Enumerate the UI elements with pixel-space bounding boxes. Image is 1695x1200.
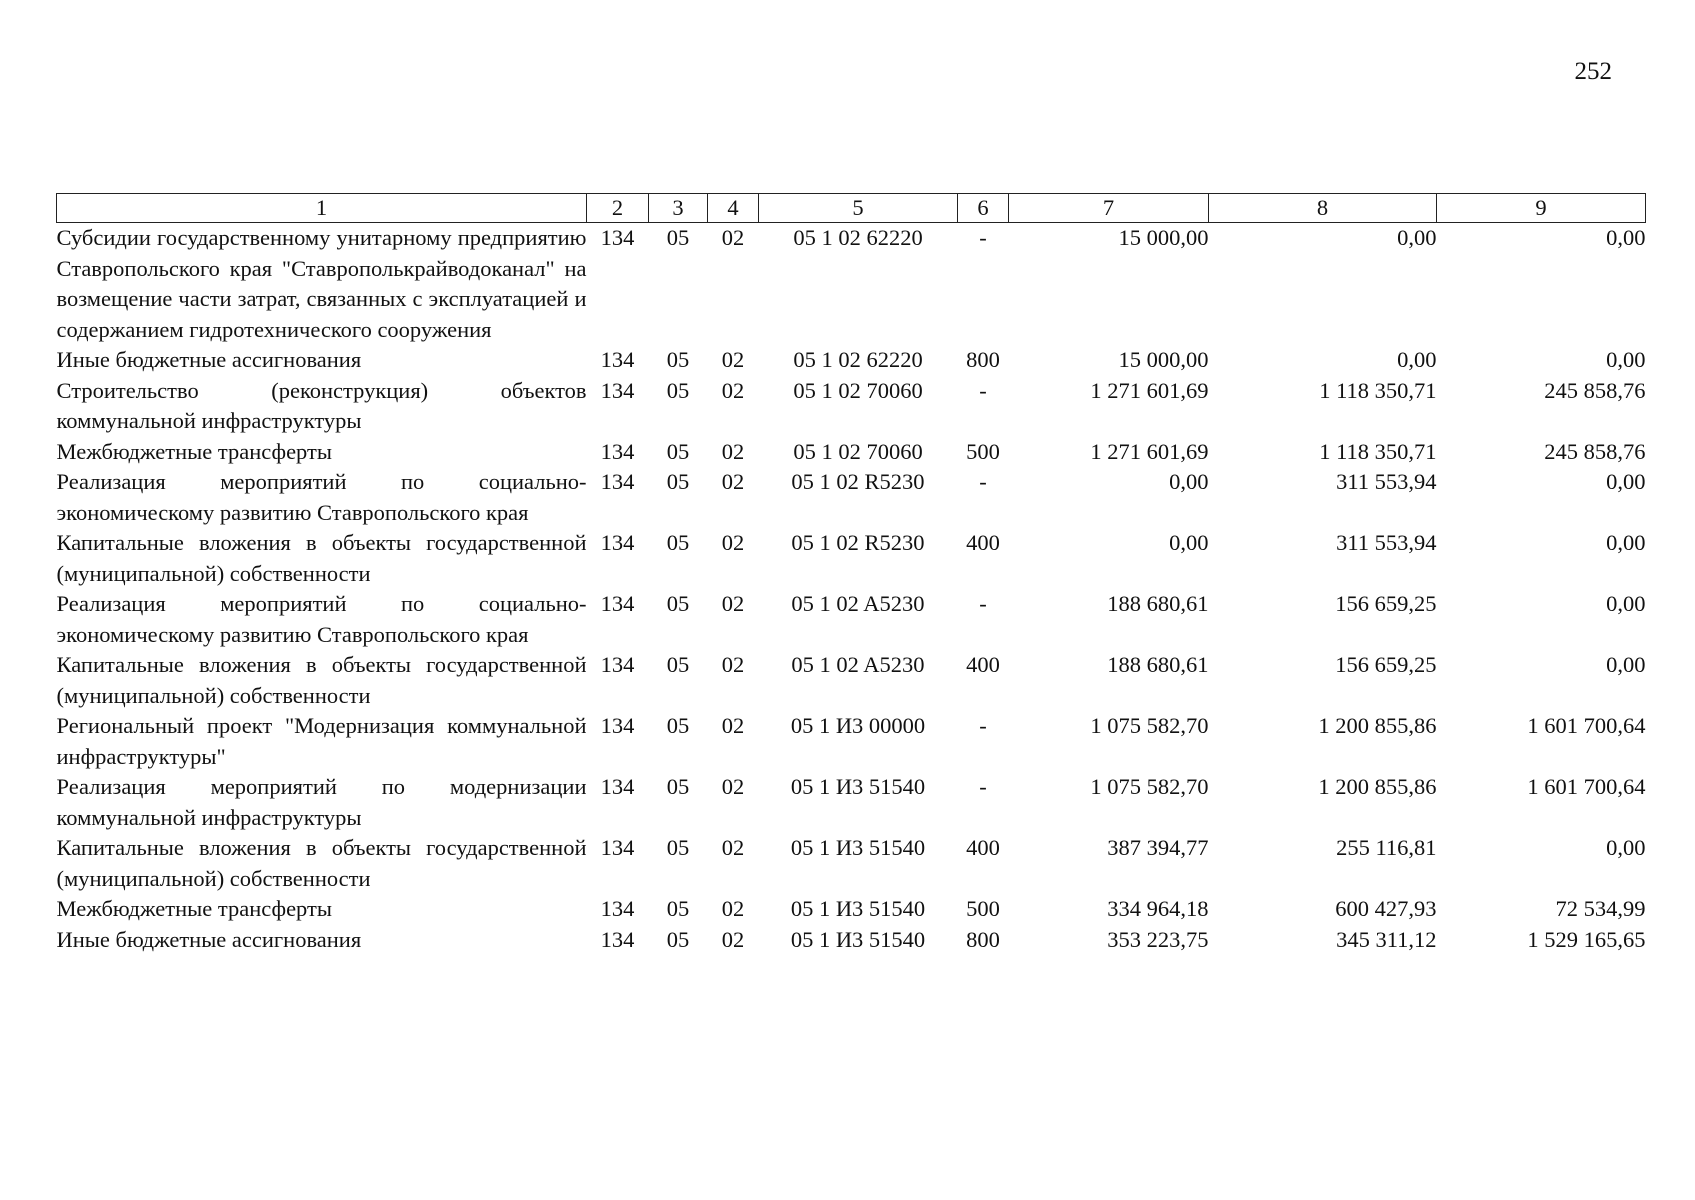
- row-target-article: 05 1 02 R5230: [791, 530, 925, 555]
- row-section: 05: [666, 926, 690, 952]
- row-expense-type: -: [979, 377, 987, 403]
- row-amount-col7: 353 223,75: [1107, 926, 1209, 952]
- row-section: 05: [666, 835, 690, 860]
- row-amount-col7: 1 271 601,69: [1090, 377, 1209, 403]
- row-subsection: 02: [721, 926, 745, 952]
- row-amount-col9: 245 858,76: [1544, 377, 1646, 403]
- row-subsection: 02: [721, 652, 745, 677]
- row-name: Реализация мероприятий по социально-экономическому развитию Ставропольского края: [56, 591, 587, 647]
- row-amount-col8: 1 118 350,71: [1319, 377, 1437, 403]
- row-name: Капитальные вложения в объекты государственной (муниципальной) собственности: [56, 652, 587, 708]
- row-amount-col7: 387 394,77: [1107, 835, 1209, 860]
- row-ministry-code: 134: [600, 438, 635, 464]
- row-subsection: 02: [721, 469, 745, 494]
- row-name: Капитальные вложения в объекты государственной (муниципальной) собственности: [56, 835, 587, 891]
- table-row: [57, 437, 1646, 468]
- row-ministry-code: 134: [600, 926, 635, 952]
- row-section: 05: [666, 774, 690, 799]
- table-row: [57, 772, 1646, 833]
- row-amount-col9: 1 601 700,64: [1527, 713, 1646, 738]
- row-amount-col9: 0,00: [1606, 652, 1646, 677]
- row-target-article: 05 1 02 62220: [793, 347, 923, 372]
- row-section: 05: [666, 347, 690, 372]
- table-row: [57, 528, 1646, 589]
- row-name: Реализация мероприятий по модернизации коммунальной инфраструктуры: [56, 774, 587, 830]
- row-amount-col8: 1 200 855,86: [1318, 774, 1437, 799]
- row-target-article: 05 1 02 R5230: [791, 469, 925, 494]
- row-name: Реализация мероприятий по социально-экономическому развитию Ставропольского края: [56, 469, 587, 525]
- row-amount-col7: 1 075 582,70: [1090, 713, 1209, 738]
- header-col-4: 4: [708, 194, 759, 223]
- header-col-3: 3: [649, 194, 708, 223]
- row-section: 05: [666, 377, 690, 403]
- row-name: Иные бюджетные ассигнования: [56, 347, 362, 372]
- row-target-article: 05 1 И3 51540: [790, 896, 926, 921]
- row-name: Иные бюджетные ассигнования: [56, 926, 362, 952]
- header-col-8: 8: [1209, 194, 1437, 223]
- row-section: 05: [666, 530, 690, 555]
- header-col-9: 9: [1437, 194, 1646, 223]
- row-target-article: 05 1 02 62220: [793, 225, 923, 250]
- row-subsection: 02: [721, 835, 745, 860]
- row-subsection: 02: [721, 377, 745, 403]
- row-amount-col9: 0,00: [1606, 469, 1646, 494]
- row-expense-type: -: [979, 591, 987, 616]
- row-amount-col7: 0,00: [1169, 469, 1209, 494]
- row-expense-type: -: [979, 469, 987, 494]
- row-subsection: 02: [721, 774, 745, 799]
- table-row: [57, 345, 1646, 376]
- row-expense-type: 500: [966, 438, 1000, 464]
- row-amount-col8: 311 553,94: [1336, 469, 1437, 494]
- row-amount-col8: 1 200 855,86: [1318, 713, 1437, 738]
- header-col-7: 7: [1009, 194, 1209, 223]
- row-amount-col8: 600 427,93: [1335, 896, 1437, 921]
- table-row: [57, 376, 1646, 437]
- row-ministry-code: 134: [600, 347, 635, 372]
- row-ministry-code: 134: [600, 530, 635, 555]
- row-section: 05: [666, 469, 690, 494]
- table-row: [57, 833, 1646, 894]
- row-subsection: 02: [721, 225, 745, 250]
- header-row: [57, 194, 1646, 223]
- row-section: 05: [666, 896, 690, 921]
- row-subsection: 02: [721, 347, 745, 372]
- row-name: Межбюджетные трансферты: [56, 896, 332, 921]
- row-section: 05: [666, 225, 690, 250]
- row-target-article: 05 1 И3 51540: [790, 835, 926, 860]
- row-expense-type: 800: [966, 347, 1000, 372]
- row-target-article: 05 1 02 70060: [793, 438, 923, 464]
- row-ministry-code: 134: [600, 377, 635, 403]
- row-amount-col7: 0,00: [1169, 530, 1209, 555]
- row-expense-type: -: [979, 713, 987, 738]
- row-amount-col9: 0,00: [1606, 835, 1646, 860]
- row-amount-col9: 245 858,76: [1544, 438, 1646, 464]
- row-amount-col9: 1 529 165,65: [1527, 926, 1646, 952]
- row-ministry-code: 134: [600, 591, 635, 616]
- row-ministry-code: 134: [600, 835, 635, 860]
- row-target-article: 05 1 И3 51540: [790, 926, 926, 952]
- row-ministry-code: 134: [600, 225, 635, 250]
- row-amount-col7: 188 680,61: [1107, 591, 1209, 616]
- row-ministry-code: 134: [600, 713, 635, 738]
- row-amount-col8: 156 659,25: [1335, 591, 1437, 616]
- row-subsection: 02: [721, 530, 745, 555]
- row-amount-col8: 156 659,25: [1335, 652, 1437, 677]
- row-section: 05: [666, 652, 690, 677]
- row-subsection: 02: [721, 713, 745, 738]
- row-amount-col9: 0,00: [1606, 347, 1646, 372]
- row-expense-type: 400: [966, 652, 1000, 677]
- row-name: Капитальные вложения в объекты государственной (муниципальной) собственности: [56, 530, 587, 586]
- table-row: [57, 894, 1646, 925]
- header-col-1: 1: [57, 194, 587, 223]
- budget-table: [56, 193, 1646, 955]
- row-expense-type: 400: [966, 530, 1000, 555]
- row-amount-col7: 15 000,00: [1118, 225, 1209, 250]
- page-number: 252: [1574, 58, 1612, 85]
- row-amount-col8: 0,00: [1397, 225, 1437, 250]
- row-amount-col7: 334 964,18: [1107, 896, 1209, 921]
- row-expense-type: 400: [966, 835, 1000, 860]
- row-amount-col7: 1 075 582,70: [1090, 774, 1209, 799]
- header-col-6: 6: [958, 194, 1009, 223]
- row-amount-col7: 188 680,61: [1107, 652, 1209, 677]
- row-amount-col9: 0,00: [1606, 225, 1646, 250]
- row-target-article: 05 1 02 A5230: [791, 652, 925, 677]
- row-amount-col7: 1 271 601,69: [1090, 438, 1209, 464]
- row-section: 05: [666, 591, 690, 616]
- row-name: Строительство (реконструкция) объектов коммунальной инфраструктуры: [56, 377, 587, 433]
- row-expense-type: 800: [966, 926, 1000, 952]
- row-expense-type: -: [979, 774, 987, 799]
- row-expense-type: 500: [966, 896, 1000, 921]
- table-row: [57, 589, 1646, 650]
- row-ministry-code: 134: [600, 652, 635, 677]
- row-ministry-code: 134: [600, 896, 635, 921]
- row-name: Региональный проект "Модернизация коммунальной инфраструктуры": [56, 713, 587, 769]
- row-amount-col9: 1 601 700,64: [1527, 774, 1646, 799]
- table-row: [57, 711, 1646, 772]
- header-col-2: 2: [587, 194, 649, 223]
- header-col-5: 5: [759, 194, 958, 223]
- row-amount-col7: 15 000,00: [1118, 347, 1209, 372]
- row-target-article: 05 1 02 70060: [793, 377, 923, 403]
- row-name: Субсидии государственному унитарному предприятию Ставропольского края "Ставрополькрайводоканал" на возмещение части затрат, связанных с эксплуатацией и содержанием гидротехнического сооружения: [56, 225, 587, 342]
- row-amount-col9: 0,00: [1606, 591, 1646, 616]
- row-target-article: 05 1 И3 51540: [790, 774, 926, 799]
- row-section: 05: [666, 713, 690, 738]
- row-ministry-code: 134: [600, 469, 635, 494]
- row-amount-col8: 311 553,94: [1336, 530, 1437, 555]
- row-expense-type: -: [979, 225, 987, 250]
- table-row: [57, 467, 1646, 528]
- row-subsection: 02: [721, 591, 745, 616]
- row-target-article: 05 1 И3 00000: [790, 713, 926, 738]
- row-target-article: 05 1 02 A5230: [791, 591, 925, 616]
- row-name: Межбюджетные трансферты: [56, 438, 332, 464]
- row-subsection: 02: [721, 438, 745, 464]
- table-header: [57, 194, 1646, 223]
- row-amount-col8: 345 311,12: [1336, 926, 1437, 952]
- row-amount-col8: 255 116,81: [1336, 835, 1437, 860]
- row-amount-col9: 72 534,99: [1555, 896, 1646, 921]
- table-row: [57, 223, 1646, 346]
- table-row: [57, 925, 1646, 956]
- row-ministry-code: 134: [600, 774, 635, 799]
- table-row: [57, 650, 1646, 711]
- table-body: [57, 223, 1646, 956]
- row-amount-col9: 0,00: [1606, 530, 1646, 555]
- row-section: 05: [666, 438, 690, 464]
- row-amount-col8: 1 118 350,71: [1319, 438, 1437, 464]
- row-amount-col8: 0,00: [1397, 347, 1437, 372]
- row-subsection: 02: [721, 896, 745, 921]
